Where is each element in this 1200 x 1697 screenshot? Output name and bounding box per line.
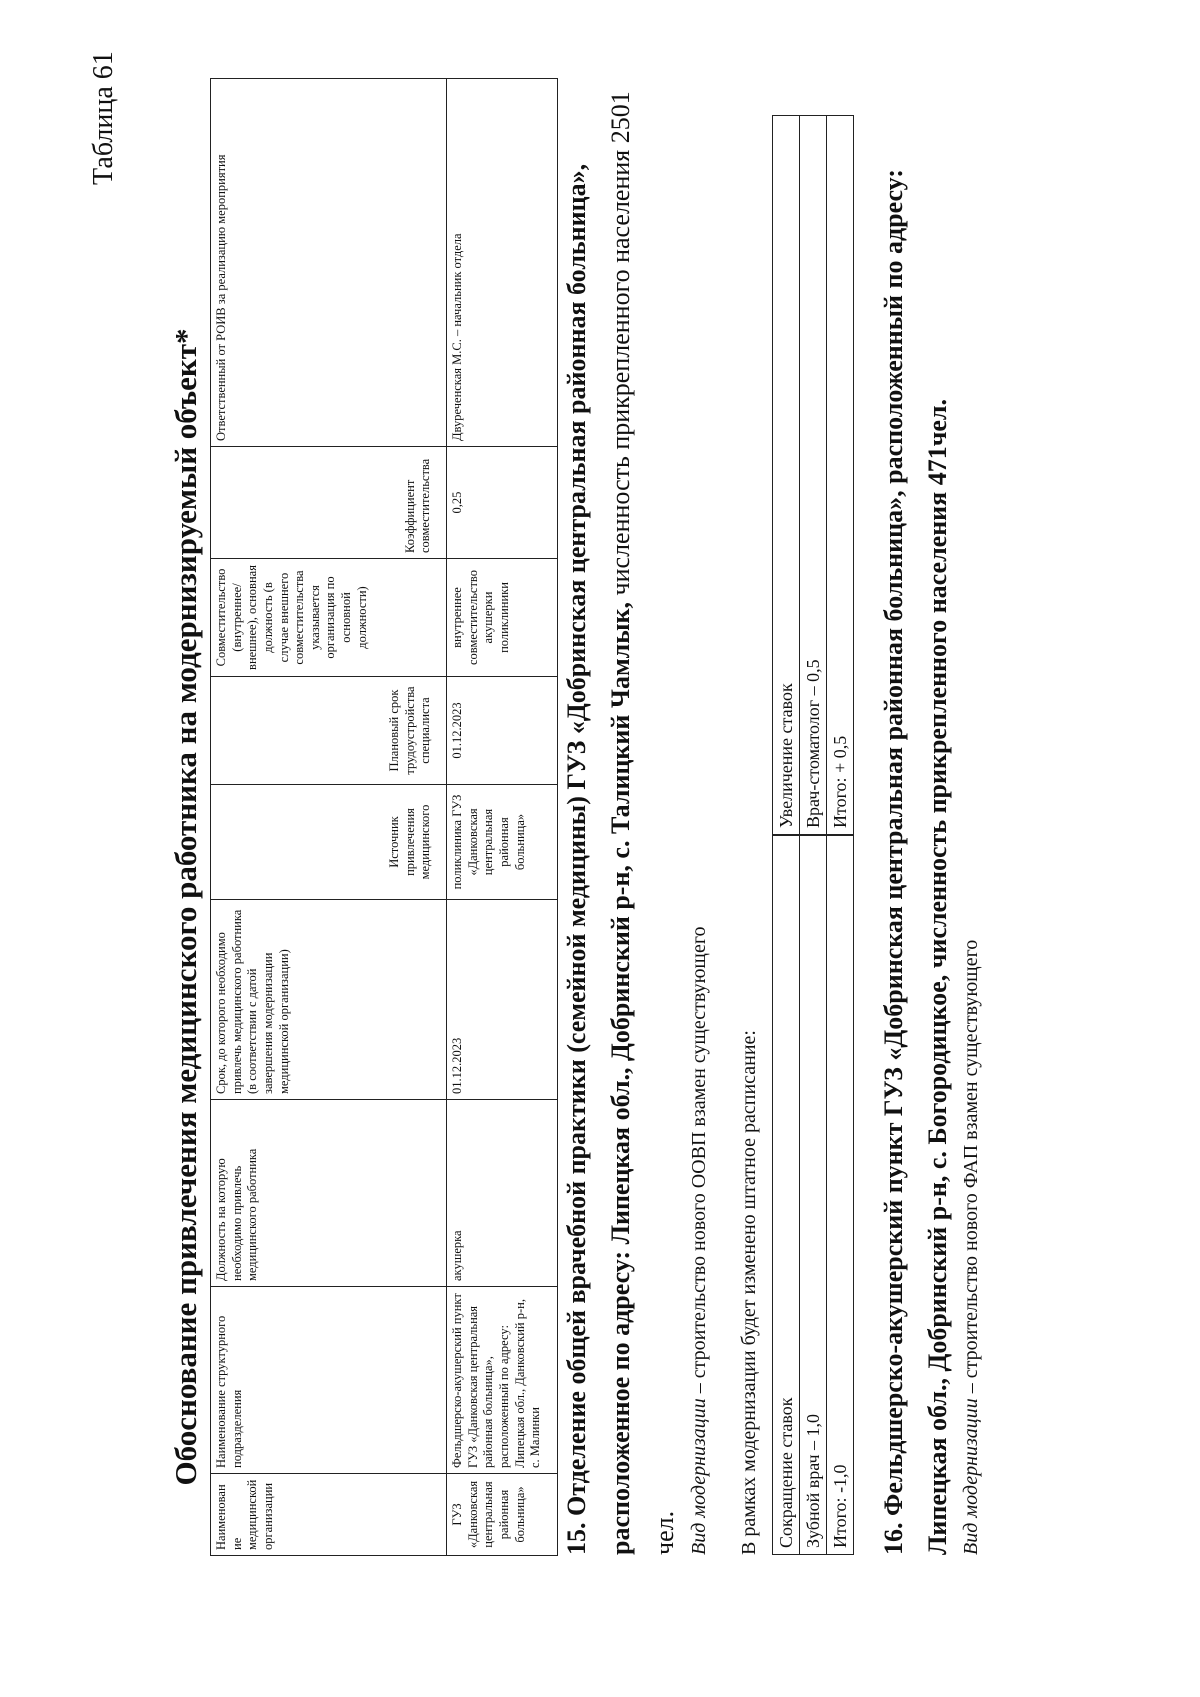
- header-structural-unit: Наименование структурного подразделения: [211, 1287, 447, 1474]
- increase-total: Итого: + 0,5: [827, 116, 854, 835]
- reduction-table: [772, 835, 854, 1555]
- section-15-heading-bold: 15. Отделение общей врачебной практики (семейной медицины) ГУЗ «Добринская центральная районная больница», расположенное по адресу: Липецкая обл., Добринский р-н, с. Талицкий Чамлык,: [562, 163, 635, 1555]
- header-coefficient: Коэффициент совместительства: [211, 447, 447, 559]
- increase-line: Врач-стоматолог – 0,5: [800, 116, 827, 835]
- header-combination: Совместительство (внутреннее/внешнее), основная должность (в случае внешнего совместительства указывается организация по основной должности): [211, 559, 447, 677]
- header-position: Должность на которую необходимо привлечь медицинского работника: [211, 1100, 447, 1287]
- cell-position: акушерка: [447, 1100, 558, 1287]
- cell-planned-date: 01.12.2023: [447, 677, 558, 785]
- cell-deadline: 01.12.2023: [447, 900, 558, 1100]
- modernization-label: Вид модернизации: [960, 1398, 982, 1555]
- cell-org-name: ГУЗ «Данковская центральная районная больница»: [447, 1474, 558, 1556]
- section-15-heading-population: численность прикрепленного населения 2501 чел.: [606, 91, 679, 1555]
- section-16-heading-bold: 16. Фельдшерско-акушерский пункт ГУЗ «Добринская центральная районная больница», расположенный по адресу: Липецкая обл., Добринский р-н, с. Богородицкое,: [879, 169, 952, 1555]
- section-15-heading: [555, 75, 687, 1555]
- header-org-name: Наименование медицинской организации: [211, 1474, 447, 1556]
- cell-combination: внутреннее совместительство акушерки поликлиники: [447, 559, 558, 677]
- cell-source: поликлиника ГУЗ «Данковская центральная районная больница»: [447, 785, 558, 900]
- modernization-label: Вид модернизации: [688, 1398, 710, 1555]
- page-title: Обоснование привлечения медицинского работника на модернизируемый объект*: [168, 328, 203, 1486]
- section-15-modernization-type: [688, 926, 711, 1555]
- increase-table: [772, 115, 854, 835]
- section-16-heading: [872, 75, 960, 1555]
- reduction-header: Сокращение ставок: [773, 836, 800, 1555]
- cell-responsible: Двуреченская М.С. – начальник отдела: [447, 79, 558, 447]
- table-number: Таблица 61: [88, 51, 119, 185]
- header-planned-date: Плановый срок трудоустройства специалиста: [211, 677, 447, 785]
- staff-table: [210, 78, 558, 1556]
- reduction-total: Итого: -1,0: [827, 836, 854, 1555]
- reduction-line: Зубной врач – 1,0: [800, 836, 827, 1555]
- increase-header: Увеличение ставок: [773, 116, 800, 835]
- header-source: Источник привлечения медицинского: [211, 785, 447, 900]
- table-row: [447, 79, 558, 1556]
- header-responsible: Ответственный от РОИВ за реализацию мероприятия: [211, 79, 447, 447]
- table-header-row: [211, 79, 447, 1556]
- header-deadline: Срок, до которого необходимо привлечь медицинского работника (в соответствии с датой завершения модернизации медицинской организации): [211, 900, 447, 1100]
- section-16-heading-population: численность прикрепленного населения 471чел.: [923, 398, 952, 969]
- section-16-modernization-type: [960, 940, 983, 1555]
- schedule-change-text: В рамках модернизации будет изменено штатное расписание:: [738, 1030, 760, 1555]
- modernization-text: – строительство нового ООВП взамен существующего: [688, 926, 710, 1399]
- cell-structural-unit: Фельдшерско-акушерский пункт ГУЗ «Данковская центральная районная больница», расположенный по адресу: Липецкая обл., Данковский р-н, с. Малинки: [447, 1287, 558, 1474]
- modernization-text: – строительство нового ФАП взамен существующего: [960, 939, 982, 1399]
- cell-coefficient: 0,25: [447, 447, 558, 559]
